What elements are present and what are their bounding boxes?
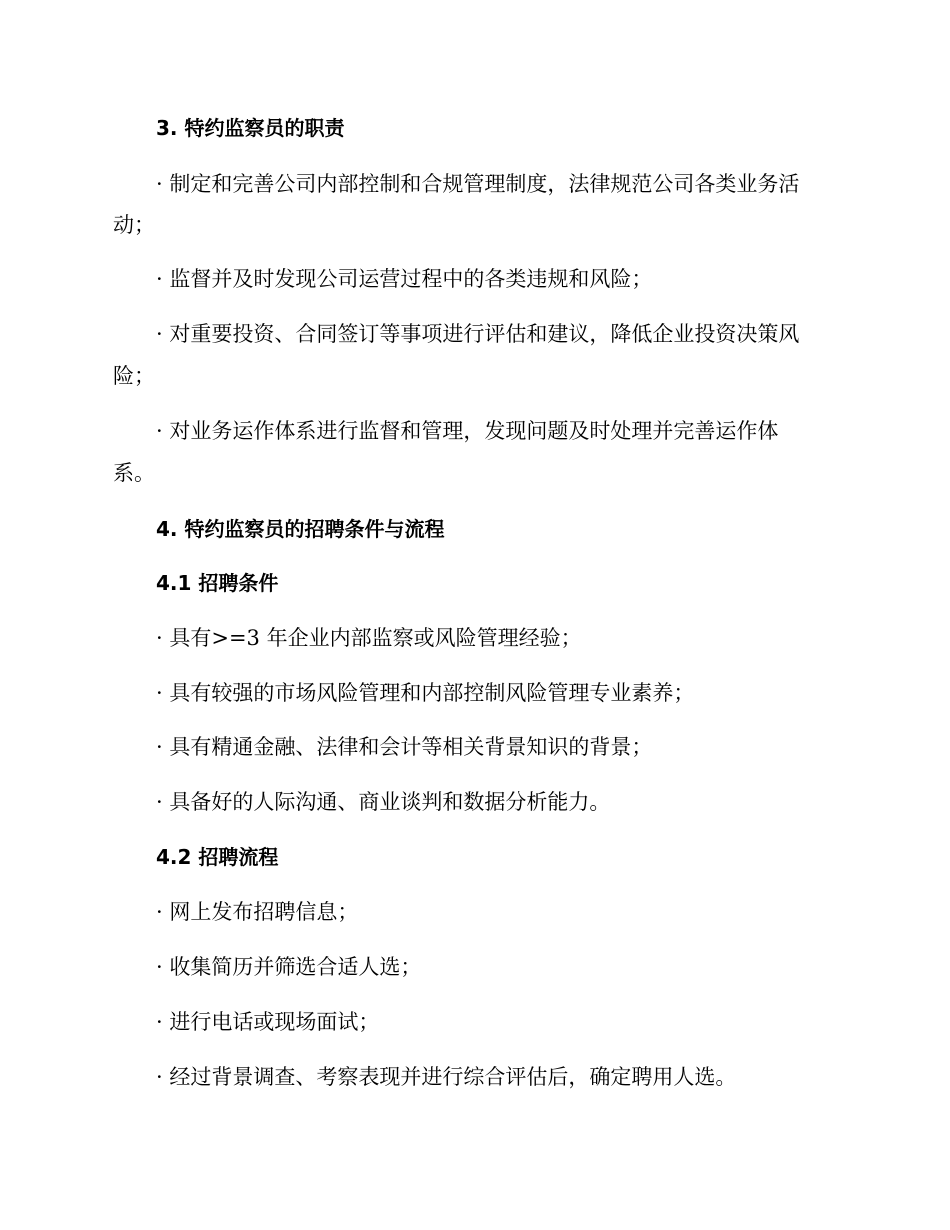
- duty-item-4-line-2: 系。: [113, 461, 155, 485]
- requirement-item-1: · 具有>=3 年企业内部监察或风险管理经验；: [156, 626, 582, 650]
- process-item-2: · 收集简历并筛选合适人选；: [156, 955, 422, 979]
- section-heading-3: 3. 特约监察员的职责: [156, 116, 345, 140]
- section-heading-4: 4. 特约监察员的招聘条件与流程: [156, 517, 445, 541]
- process-item-4: · 经过背景调查、考察表现并进行综合评估后，确定聘用人选。: [156, 1065, 737, 1089]
- requirement-item-2: · 具有较强的市场风险管理和内部控制风险管理专业素养；: [156, 681, 695, 705]
- duty-item-3-line-1: · 对重要投资、合同签订等事项进行评估和建议，降低企业投资决策风: [156, 322, 800, 346]
- duty-item-2: · 监督并及时发现公司运营过程中的各类违规和风险；: [156, 267, 653, 291]
- section-heading-4-1: 4.1 招聘条件: [156, 571, 279, 595]
- section-heading-4-2: 4.2 招聘流程: [156, 845, 279, 869]
- duty-item-4-line-1: · 对业务运作体系进行监督和管理，发现问题及时处理并完善运作体: [156, 419, 779, 443]
- requirement-item-4: · 具备好的人际沟通、商业谈判和数据分析能力。: [156, 790, 611, 814]
- duty-item-1-line-1: · 制定和完善公司内部控制和合规管理制度，法律规范公司各类业务活: [156, 172, 800, 196]
- duty-item-1-line-2: 动；: [113, 213, 155, 237]
- process-item-1: · 网上发布招聘信息；: [156, 900, 359, 924]
- requirement-item-3: · 具有精通金融、法律和会计等相关背景知识的背景；: [156, 735, 653, 759]
- duty-item-3-line-2: 险；: [113, 364, 155, 388]
- process-item-3: · 进行电话或现场面试；: [156, 1010, 380, 1034]
